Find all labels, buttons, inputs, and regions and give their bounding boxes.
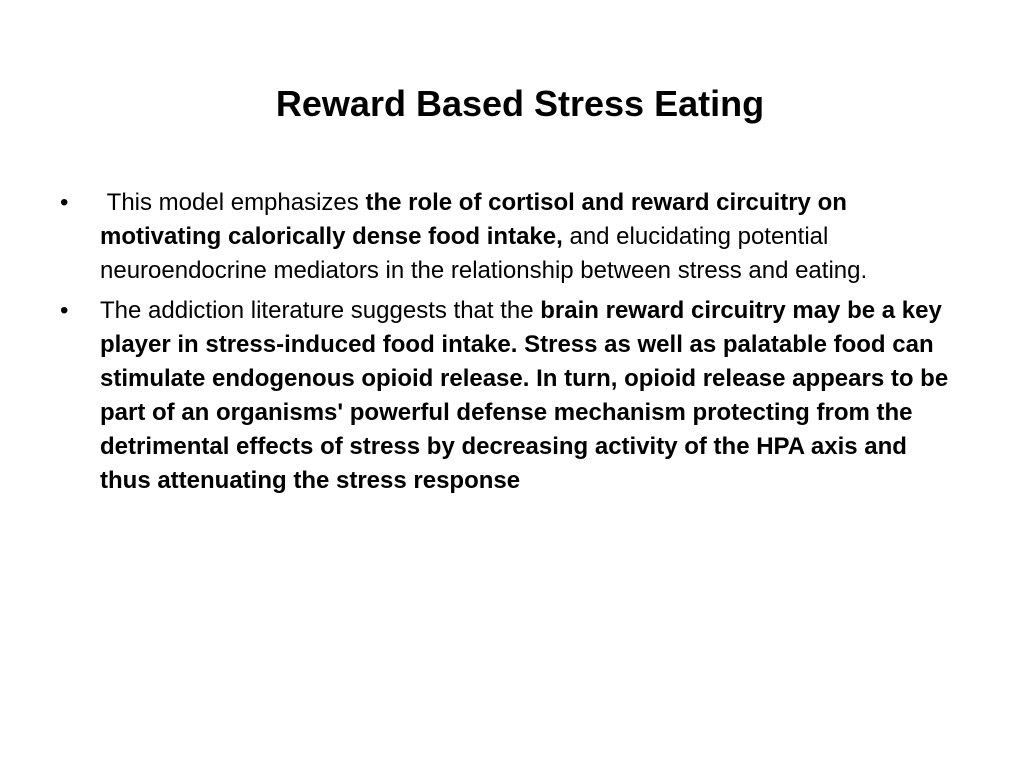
slide-title: Reward Based Stress Eating	[275, 83, 765, 124]
bullet-marker: •	[60, 189, 69, 216]
bullet-text-bold: the role of cortisol and reward circuitry on motivating calorically dense food intake,	[100, 189, 847, 250]
bullet-text-regular: The addiction literature suggests that the	[100, 297, 541, 324]
bullet-item	[60, 186, 950, 288]
bullet-list	[60, 186, 950, 504]
bullet-text-bold: brain reward circuitry may be a key player in stress-induced food intake. Stress as well as palatable food can stimulate endogenous opioid release. In turn, opioid release appears to be part of an organisms' powerful defense mechanism protecting from the detrimental effects of stress by decreasing activity of the HPA axis and thus attenuating the stress response	[100, 297, 949, 494]
bullet-marker: •	[60, 297, 69, 324]
bullet-text-regular: and elucidating potential neuroendocrine mediators in the relationship between stress and eating.	[100, 223, 868, 284]
bullet-item	[60, 294, 950, 498]
bullet-text-regular: This model emphasizes	[100, 189, 366, 216]
